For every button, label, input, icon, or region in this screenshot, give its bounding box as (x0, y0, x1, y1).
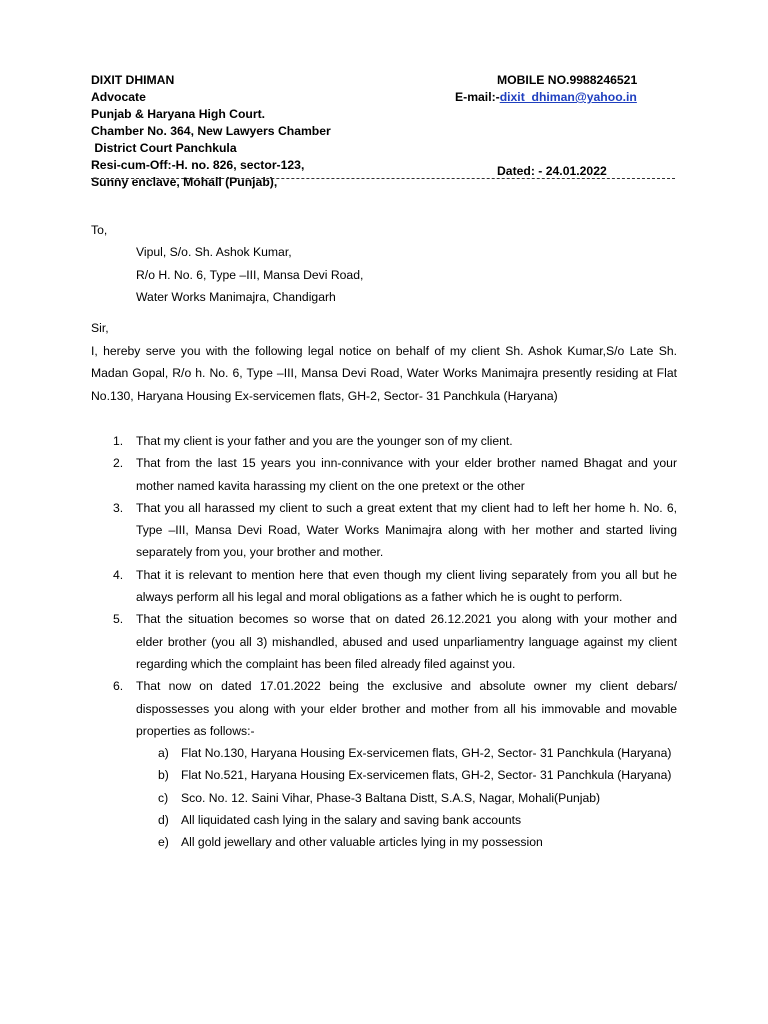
list-item: 4. That it is relevant to mention here that even though my client living separately from you all but he always perform all his legal and moral obligations as a father which he is ought to perform. (113, 567, 677, 605)
sub-list-item: a) Flat No.130, Haryana Housing Ex-servicemen flats, GH-2, Sector- 31 Panchkula (Haryana) (158, 746, 672, 761)
to-label: To, (91, 223, 108, 237)
court-name: Punjab & Haryana High Court. (91, 107, 266, 121)
salutation: Sir, (91, 321, 109, 335)
list-item: 2. That from the last 15 years you inn-connivance with your elder brother named Bhagat and your mother named kavita harassing my client on the one pretext or the other (113, 456, 677, 493)
sub-list-item: b) Flat No.521, Haryana Housing Ex-servicemen flats, GH-2, Sector- 31 Panchkula (Haryana) (158, 768, 672, 783)
header-divider (91, 178, 675, 179)
list-item: 3. That you all harassed my client to such a great extent that my client had to left her home h. No. 6, Type –III, Mansa Devi Road, Water Works Manimajra along with her mother and started living separately from you, your brother and mother. (113, 500, 677, 560)
chamber-address: Chamber No. 364, New Lawyers Chamber (91, 124, 331, 138)
recipient-name: Vipul, S/o. Sh. Ashok Kumar, (136, 245, 292, 259)
email-line (455, 89, 637, 106)
locality-address: Sunny enclave, Mohall (Punjab), (91, 175, 278, 189)
residence-address: Resi-cum-Off:-H. no. 826, sector-123, (91, 158, 305, 172)
list-item: 6. That now on dated 17.01.2022 being the exclusive and absolute owner my client debars/ dispossesses you along with your elder brother and mother from all his immovable and movable properties as follows:- (113, 679, 677, 738)
recipient-address-2: Water Works Manimajra, Chandigarh (136, 290, 336, 304)
email-label: E-mail:- (455, 90, 500, 104)
district-court: District Court Panchkula (91, 141, 237, 155)
intro-paragraph: I, hereby serve you with the following legal notice on behalf of my client Sh. Ashok Kumar,S/o Late Sh. Madan Gopal, R/o h. No. 6, Type –III, Mansa Devi Road, Water Works Manimajra presently residing at Flat No.130, Haryana Housing Ex-servicemen flats, GH-2, Sector- 31 Panchkula (Haryana) (91, 344, 677, 403)
list-item: 1. That my client is your father and you are the younger son of my client. (113, 434, 513, 448)
letter-date: Dated: - 24.01.2022 (497, 164, 607, 178)
points-list (91, 430, 677, 854)
mobile-number: MOBILE NO.9988246521 (497, 73, 638, 87)
email-link[interactable]: dixit_dhiman@yahoo.in (499, 90, 637, 104)
sub-list-item: c) Sco. No. 12. Saini Vihar, Phase-3 Baltana Distt, S.A.S, Nagar, Mohali(Punjab) (158, 790, 601, 805)
sub-list-item: d) All liquidated cash lying in the salary and saving bank accounts (158, 813, 522, 828)
letterhead-left (91, 72, 331, 191)
advocate-title: Advocate (91, 90, 146, 104)
sub-list-item: e) All gold jewellary and other valuable articles lying in my possession (158, 835, 543, 850)
advocate-name: DIXIT DHIMAN (91, 73, 175, 87)
recipient-address-1: R/o H. No. 6, Type –III, Mansa Devi Road, (136, 268, 364, 282)
list-item: 5. That the situation becomes so worse that on dated 26.12.2021 you along with your mother and elder brother (you all 3) mishandled, abused and used unparliamentry language against my client regarding which the complaint has been filed already filed against you. (113, 612, 677, 671)
